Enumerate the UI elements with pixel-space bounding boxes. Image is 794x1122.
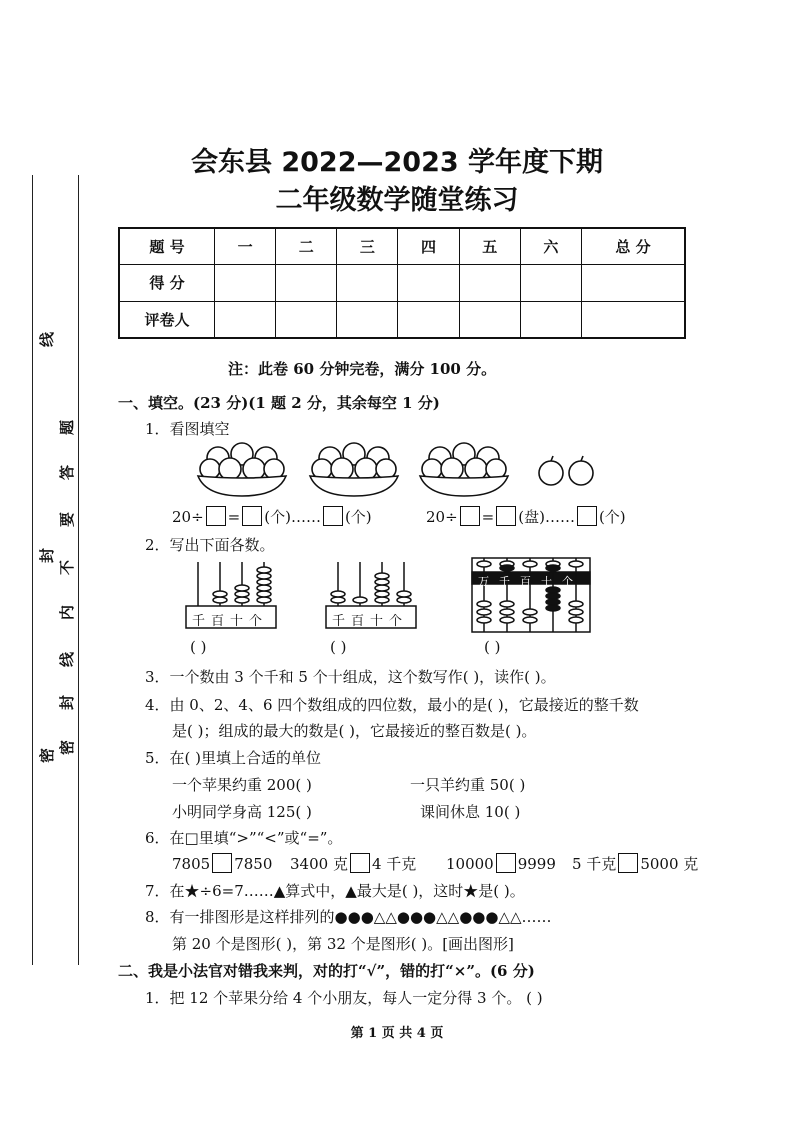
margin-warning-7: 封	[58, 694, 77, 711]
q6-compare-2	[290, 853, 416, 874]
compare-box[interactable]	[496, 853, 516, 873]
margin-warning-2: 答	[58, 464, 77, 481]
loose-apples	[536, 455, 598, 487]
section1-heading: 一、填空。(23 分)(1 题 2 分，其余每空 1 分)	[118, 394, 440, 412]
q5-item-3: 小明同学身高 125( )	[172, 803, 312, 821]
q2-blank-3[interactable]: ( )	[484, 638, 501, 656]
page-footer: 第 1 页 共 4 页	[350, 1026, 444, 1041]
apple-bowl-2	[308, 436, 400, 498]
q5-item-4: 课间休息 10( )	[420, 803, 521, 821]
grader-cell[interactable]	[398, 301, 459, 338]
q4-line1: 4．由 0、2、4、6 四个数组成的四位数，最小的是( )，它最接近的整千数	[145, 696, 639, 714]
col-5: 五	[459, 228, 520, 265]
q1-left-equation: 20÷ = (个)…… (个)	[172, 508, 372, 526]
compare-right: 7850	[234, 855, 273, 873]
margin-warning-4: 不	[58, 559, 77, 576]
section2-heading: 二、我是小法官对错我来判，对的打“√”，错的打“×”。(6 分)	[118, 962, 535, 980]
q7: 7．在★÷6=7……▲算式中，▲最大是( )，这时★是( )。	[145, 882, 525, 900]
grader-cell[interactable]	[520, 301, 581, 338]
abacus-label: 百	[211, 614, 231, 629]
score-cell[interactable]	[398, 265, 459, 301]
abacus-label: 百	[520, 575, 541, 588]
margin-warning-6: 线	[58, 651, 77, 668]
abacus-label: 个	[249, 614, 269, 629]
score-table	[118, 227, 686, 339]
col-1: 一	[215, 228, 276, 265]
page-subtitle: 二年级数学随堂练习	[275, 185, 519, 216]
s2-q1: 1．把 12 个苹果分给 4 个小朋友，每人一定分得 3 个。 ( )	[145, 989, 543, 1007]
q5-label: 5．在( )里填上合适的单位	[145, 749, 322, 767]
abacus-label: 十	[230, 614, 250, 629]
row-header-score: 得 分	[119, 265, 215, 301]
abacus-label: 十	[370, 614, 390, 629]
q6-compare-1	[172, 853, 272, 873]
q5-item-1: 一个苹果约重 200( )	[172, 776, 312, 794]
q6-label: 6．在□里填“>”“<”或“=”。	[145, 829, 343, 847]
row-header-grader: 评卷人	[119, 301, 215, 338]
abacus-label: 千	[499, 575, 520, 588]
compare-box[interactable]	[212, 853, 232, 873]
q1-left-unit2: (个)	[344, 508, 372, 526]
grader-cell[interactable]	[459, 301, 520, 338]
abacus-3	[470, 556, 592, 634]
abacus-label: 百	[351, 614, 371, 629]
q1-right-prefix: 20÷	[426, 508, 458, 526]
q8-line1: 8．有一排图形是这样排列的●●●△△●●●△△●●●△△……	[145, 908, 552, 926]
score-cell[interactable]	[520, 265, 581, 301]
score-cell[interactable]	[459, 265, 520, 301]
compare-left: 10000	[446, 855, 494, 873]
grader-cell[interactable]	[215, 301, 276, 338]
answer-box[interactable]	[460, 506, 480, 526]
q1-left-unit1: (个)……	[264, 508, 321, 526]
margin-warning-8: 密	[58, 739, 77, 756]
q1-label: 1．看图填空	[145, 420, 230, 438]
margin-label-mi: 密	[38, 747, 57, 764]
compare-box[interactable]	[350, 853, 370, 873]
answer-box[interactable]	[242, 506, 262, 526]
score-header-row	[119, 228, 685, 265]
margin-line-outer	[32, 175, 33, 965]
compare-left: 7805	[172, 855, 211, 873]
q6-compare-3	[446, 853, 556, 873]
q6-compare-4	[572, 853, 698, 874]
q8-line2: 第 20 个是图形( )，第 32 个是图形( )。[画出图形]	[172, 935, 514, 953]
compare-left: 3400 克	[290, 855, 348, 873]
abacus-1-labels	[192, 610, 268, 629]
grader-cell[interactable]	[582, 301, 686, 338]
q5-item-2: 一只羊约重 50( )	[410, 776, 526, 794]
answer-box[interactable]	[577, 506, 597, 526]
q3: 3．一个数由 3 个千和 5 个十组成，这个数写作( )，读作( )。	[145, 668, 556, 686]
abacus-label: 个	[389, 614, 409, 629]
compare-right: 9999	[517, 855, 556, 873]
compare-box[interactable]	[618, 853, 638, 873]
q1-left-prefix: 20÷	[172, 508, 204, 526]
apple-bowl-1	[196, 436, 288, 498]
q1-right-equation: 20÷ = (盘)…… (个)	[426, 508, 626, 526]
answer-box[interactable]	[206, 506, 226, 526]
q2-blank-1[interactable]: ( )	[190, 638, 207, 656]
answer-box[interactable]	[323, 506, 343, 526]
margin-label-xian: 线	[38, 331, 57, 348]
col-total: 总 分	[582, 228, 686, 265]
row-header-number: 题 号	[119, 228, 215, 265]
score-cell[interactable]	[276, 265, 337, 301]
abacus-label: 十	[541, 575, 562, 588]
abacus-label: 万	[478, 575, 499, 588]
q1-right-unit2: (个)	[598, 508, 626, 526]
q2-label: 2．写出下面各数。	[145, 536, 275, 554]
q1-right-unit1: (盘)……	[518, 508, 575, 526]
q2-blank-2[interactable]: ( )	[330, 638, 347, 656]
q4-line2: 是( )；组成的最大的数是( )，它最接近的整百数是( )。	[172, 722, 537, 740]
compare-right: 5000 克	[640, 855, 699, 873]
compare-left: 5 千克	[572, 855, 617, 873]
abacus-label: 千	[192, 614, 212, 629]
exam-note: 注：此卷 60 分钟完卷，满分 100 分。	[228, 360, 497, 378]
abacus-3-labels	[478, 573, 583, 589]
compare-right: 4 千克	[371, 855, 417, 873]
margin-warning-1: 题	[58, 419, 77, 436]
page-title: 会东县 2022—2023 学年度下期	[190, 147, 604, 178]
margin-warning-3: 要	[58, 511, 77, 528]
col-2: 二	[276, 228, 337, 265]
grader-cell[interactable]	[276, 301, 337, 338]
abacus-2-labels	[332, 610, 408, 629]
apple-bowl-3	[418, 436, 510, 498]
score-cell[interactable]	[582, 265, 686, 301]
score-row	[119, 265, 685, 301]
margin-label-feng: 封	[38, 547, 57, 564]
col-6: 六	[520, 228, 581, 265]
col-3: 三	[337, 228, 398, 265]
score-cell[interactable]	[337, 265, 398, 301]
grader-row	[119, 301, 685, 338]
score-cell[interactable]	[215, 265, 276, 301]
col-4: 四	[398, 228, 459, 265]
abacus-label: 千	[332, 614, 352, 629]
grader-cell[interactable]	[337, 301, 398, 338]
abacus-label: 个	[562, 575, 583, 588]
answer-box[interactable]	[496, 506, 516, 526]
margin-warning-5: 内	[58, 604, 77, 621]
margin-line-inner	[78, 175, 79, 965]
